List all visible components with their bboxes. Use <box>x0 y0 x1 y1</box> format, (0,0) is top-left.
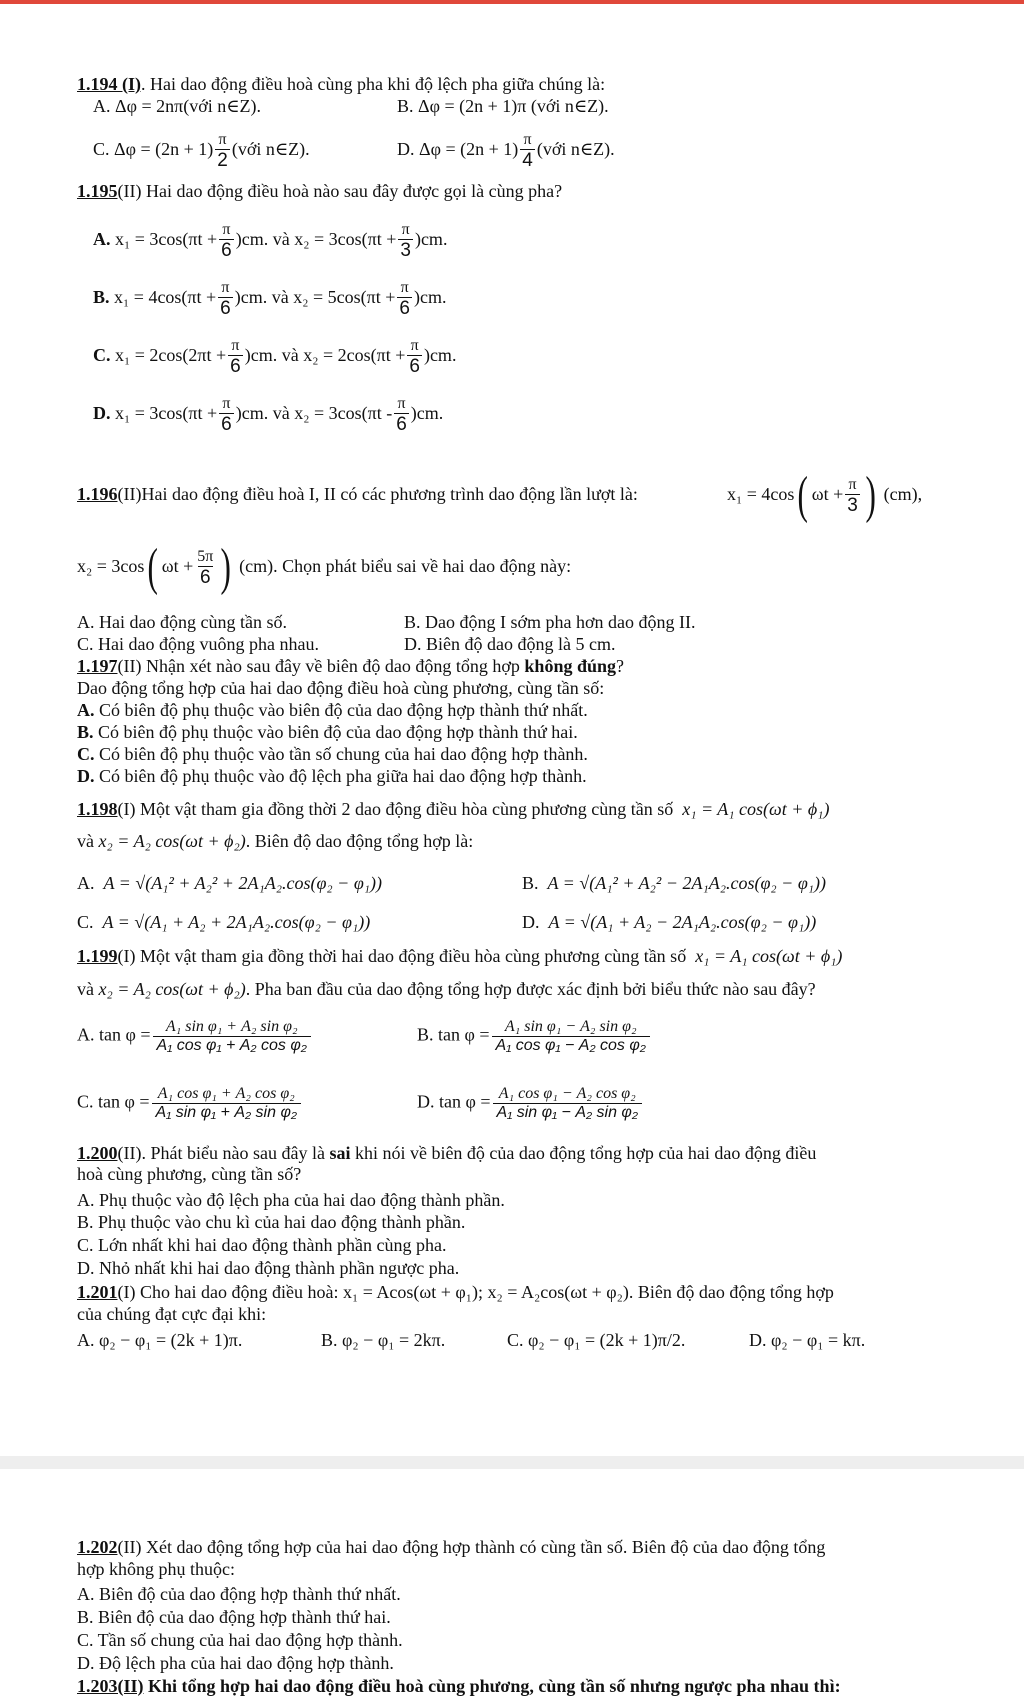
q201-option-d: D. φ₂ − φ₁ = kπ. <box>749 1330 866 1350</box>
q198-stem: 1.198(I) Một vật tham gia đồng thời 2 dao động điều hòa cùng phương cùng tần số x₁ = A₁ cos(ωt + ϕ₁) <box>77 799 830 819</box>
q200-option-a: A. Phụ thuộc vào độ lệch pha của hai dao động thành phần. <box>77 1190 505 1210</box>
q202-stem: 1.202(II) Xét dao động tổng hợp của hai dao động hợp thành có cùng tần số. Biên độ của dao động tổng <box>77 1537 826 1557</box>
q197-option-c: C. Có biên độ phụ thuộc vào tần số chung của hai dao động hợp thành. <box>77 744 588 764</box>
q202-option-d: D. Độ lệch pha của hai dao động hợp thành. <box>77 1653 394 1673</box>
page-separator <box>0 1456 1024 1469</box>
q195-option-d: D. x₁ = 3cos(πt + $\frac{\pi}{6}$ )cm. và x₂ = 3cos(πt - $\frac{\pi}{6}$ )cm. <box>93 395 444 435</box>
q197-stem: 1.197(II) Nhận xét nào sau đây về biên độ dao động tổng hợp không đúng? <box>77 656 624 676</box>
q195-option-c: C. x₁ = 2cos(2πt + $\frac{\pi}{6}$ )cm. và x₂ = 2cos(πt + $\frac{\pi}{6}$ )cm. <box>93 337 457 377</box>
q196-number: 1.196 <box>77 484 118 504</box>
q198-option-c: C. A = √(A₁ + A₂ + 2A₁A₂.cos(φ₂ − φ₁)) <box>77 912 371 932</box>
q199-number: 1.199 <box>77 946 118 966</box>
q197-option-a: A. Có biên độ phụ thuộc vào biên độ của dao động hợp thành thứ nhất. <box>77 700 588 720</box>
q202-option-a: A. Biên độ của dao động hợp thành thứ nhất. <box>77 1584 401 1604</box>
q200-stem: 1.200(II). Phát biểu nào sau đây là sai khi nói về biên độ của dao động tổng hợp của hai dao động điều <box>77 1143 817 1163</box>
q200-option-d: D. Nhỏ nhất khi hai dao động thành phần ngược pha. <box>77 1258 460 1278</box>
q196-x2-equation: x₂ = 3cos( ωt + $\frac{5\pi}{6}$ ) (cm). Chọn phát biểu sai về hai dao động này: <box>77 539 572 596</box>
q194-number: 1.194 (I) <box>77 74 141 94</box>
q197-number: 1.197 <box>77 656 118 676</box>
q200-number: 1.200 <box>77 1143 118 1163</box>
q195-number: 1.195 <box>77 181 118 201</box>
q194-option-d: D. Δφ = (2n + 1) $\frac{\pi}{4}$ (với n∈Z). <box>397 131 615 171</box>
q201-number: 1.201 <box>77 1282 118 1302</box>
top-accent-bar <box>0 0 1024 4</box>
q203-stem: 1.203(II) Khi tổng hợp hai dao động điều hoà cùng phương, cùng tần số nhưng ngược pha nhau thì: <box>77 1676 841 1696</box>
q201-option-a: A. φ₂ − φ₁ = (2k + 1)π. <box>77 1330 243 1350</box>
q199-option-d: D. tan φ = $\frac{\text{A₁ cos φ₁ − A₂ cos φ₂}}{\text{A₁ sin φ₁ − A₂ sin φ₂}}$ <box>417 1085 644 1122</box>
q198-stem-line2: và x₂ = A₂ cos(ωt + ϕ₂). Biên độ dao động tổng hợp là: <box>77 831 474 851</box>
q196-option-c: C. Hai dao động vuông pha nhau. <box>77 634 319 654</box>
q202-number: 1.202 <box>77 1537 118 1557</box>
q195-option-a: A. x₁ = 3cos(πt + $\frac{\pi}{6}$ )cm. và x₂ = 3cos(πt + $\frac{\pi}{3}$ )cm. <box>93 221 448 261</box>
q199-option-a: A. tan φ = $\frac{\text{A₁ sin φ₁ + A₂ sin φ₂}}{\text{A₁ cos φ₁ + A₂ cos φ₂}}$ <box>77 1018 313 1055</box>
q199-option-b: B. tan φ = $\frac{\text{A₁ sin φ₁ − A₂ sin φ₂}}{\text{A₁ cos φ₁ − A₂ cos φ₂}}$ <box>417 1018 652 1055</box>
q196-option-a: A. Hai dao động cùng tần số. <box>77 612 287 632</box>
q201-option-b: B. φ₂ − φ₁ = 2kπ. <box>321 1330 446 1350</box>
q199-stem-line2: và x₂ = A₂ cos(ωt + ϕ₂). Pha ban đầu của dao động tổng hợp được xác định bởi biểu thức nào sau đây? <box>77 979 816 999</box>
q194-option-a: A. Δφ = 2nπ(với n∈Z). <box>93 96 262 116</box>
q196-option-d: D. Biên độ dao động là 5 cm. <box>404 634 616 654</box>
q201-stem: 1.201(I) Cho hai dao động điều hoà: x₁ = Acos(ωt + φ₁); x₂ = A₂cos(ωt + φ₂). Biên độ dao động tổng hợp <box>77 1282 834 1302</box>
q198-option-a: A. A = √(A₁² + A₂² + 2A₁A₂.cos(φ₂ − φ₁)) <box>77 873 383 893</box>
q195-stem: 1.195(II) Hai dao động điều hoà nào sau đây được gọi là cùng pha? <box>77 181 563 201</box>
q199-option-c: C. tan φ = $\frac{\text{A₁ cos φ₁ + A₂ cos φ₂}}{\text{A₁ sin φ₁ + A₂ sin φ₂}}$ <box>77 1085 303 1122</box>
q196-option-b: B. Dao động I sớm pha hơn dao động II. <box>404 612 696 632</box>
q197-option-d: D. Có biên độ phụ thuộc vào độ lệch pha giữa hai dao động hợp thành. <box>77 766 587 786</box>
q202-stem-line2: hợp không phụ thuộc: <box>77 1559 236 1579</box>
q196-x1-equation: x₁ = 4cos( ωt + $\frac{\pi}{3}$ ) (cm), <box>727 467 923 524</box>
q202-option-c: C. Tần số chung của hai dao động hợp thành. <box>77 1630 403 1650</box>
q197-intro: Dao động tổng hợp của hai dao động điều hoà cùng phương, cùng tần số: <box>77 678 605 698</box>
q199-stem: 1.199(I) Một vật tham gia đồng thời hai dao động điều hòa cùng phương cùng tần số x₁ = A₁ cos(ωt + ϕ₁) <box>77 946 843 966</box>
q200-option-b: B. Phụ thuộc vào chu kì của hai dao động thành phần. <box>77 1212 466 1232</box>
q196-stem: 1.196(II)Hai dao động điều hoà I, II có các phương trình dao động lần lượt là: <box>77 484 638 504</box>
q198-option-d: D. A = √(A₁ + A₂ − 2A₁A₂.cos(φ₂ − φ₁)) <box>522 912 817 932</box>
q194-option-b: B. Δφ = (2n + 1)π (với n∈Z). <box>397 96 609 116</box>
q201-option-c: C. φ₂ − φ₁ = (2k + 1)π/2. <box>507 1330 686 1350</box>
q200-stem-line2: hoà cùng phương, cùng tần số? <box>77 1164 302 1184</box>
q198-option-b: B. A = √(A₁² + A₂² − 2A₁A₂.cos(φ₂ − φ₁)) <box>522 873 827 893</box>
q201-stem-line2: của chúng đạt cực đại khi: <box>77 1304 267 1324</box>
q202-option-b: B. Biên độ của dao động hợp thành thứ hai. <box>77 1607 391 1627</box>
q197-option-b: B. Có biên độ phụ thuộc vào biên độ của dao động hợp thành thứ hai. <box>77 722 578 742</box>
q194-stem: 1.194 (I). Hai dao động điều hoà cùng pha khi độ lệch pha giữa chúng là: <box>77 74 606 94</box>
q194-option-c: C. Δφ = (2n + 1) $\frac{\pi}{2}$ (với n∈Z). <box>93 131 310 171</box>
q200-option-c: C. Lớn nhất khi hai dao động thành phần cùng pha. <box>77 1235 447 1255</box>
q203-number: 1.203(II) <box>77 1676 144 1696</box>
q198-number: 1.198 <box>77 799 118 819</box>
q195-option-b: B. x₁ = 4cos(πt + $\frac{\pi}{6}$ )cm. và x₂ = 5cos(πt + $\frac{\pi}{6}$ )cm. <box>93 279 447 319</box>
